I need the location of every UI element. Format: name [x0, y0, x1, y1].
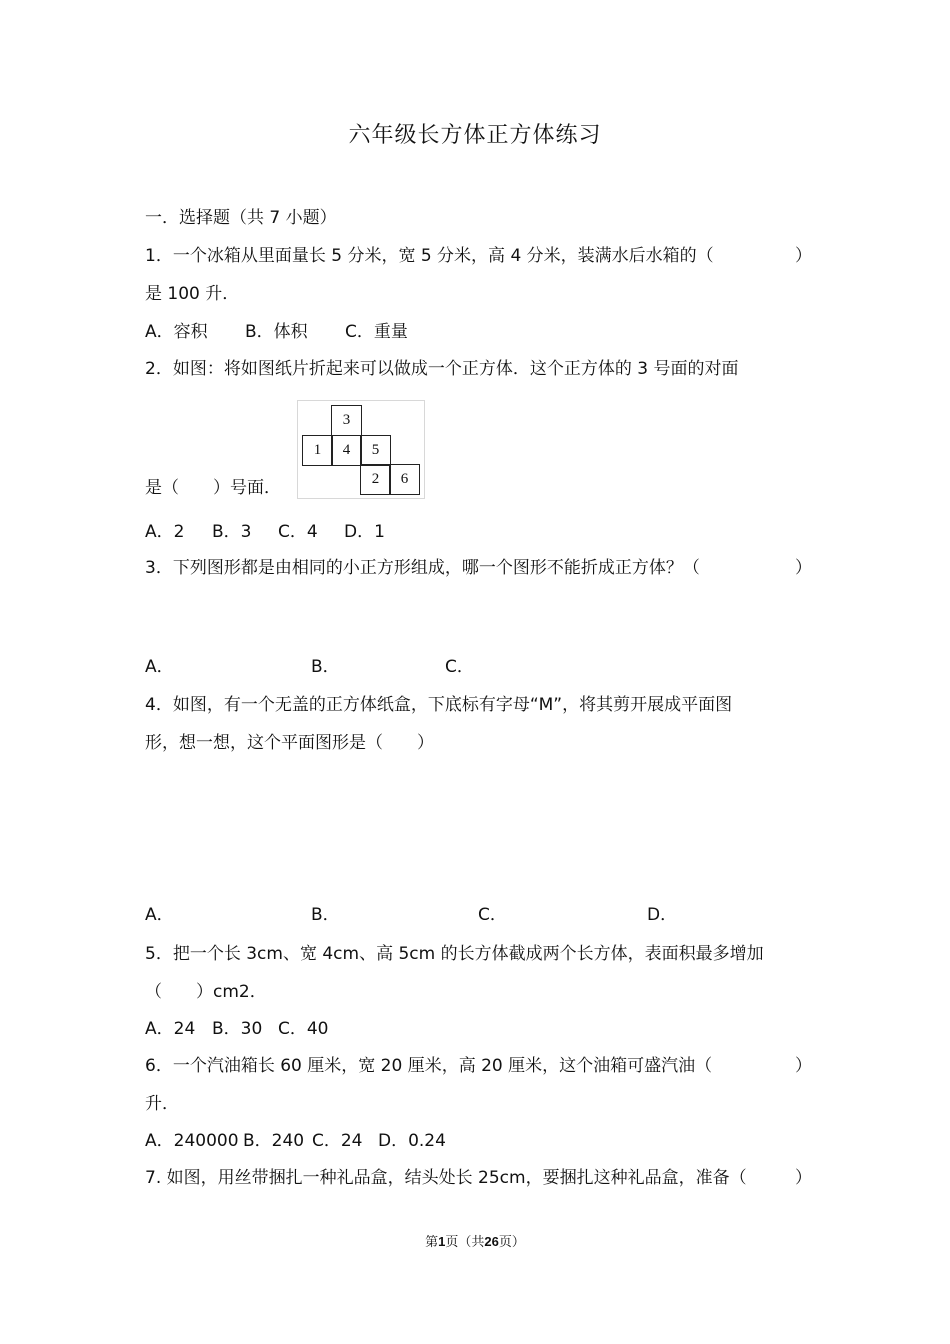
- q1-option-b: B．体积: [245, 322, 308, 342]
- q5-text-line1: 5．把一个长 3cm、宽 4cm、高 5cm 的长方体截成两个长方体，表面积最多增加: [145, 944, 764, 964]
- q4-option-c: C．: [478, 905, 507, 925]
- q6-option-a: A．240000: [145, 1131, 239, 1151]
- q6-option-d: D．0.24: [378, 1131, 446, 1151]
- net-face: 6: [389, 464, 420, 495]
- q2-option-d: D．1: [344, 522, 385, 542]
- page-footer: [0, 1231, 950, 1250]
- q4-option-a: A．: [145, 905, 174, 925]
- footer-mid: 页（共: [445, 1235, 485, 1250]
- q6-text-line2: 升．: [145, 1094, 179, 1114]
- q3-option-c: C．: [445, 657, 474, 677]
- footer-prefix: 第: [425, 1235, 439, 1250]
- q4-text-line2: 形，想一想，这个平面图形是（ ）: [145, 733, 434, 753]
- q2-option-b: B．3: [212, 522, 252, 542]
- q5-text-line2: （ ）cm2．: [145, 982, 267, 1002]
- q1-option-c: C．重量: [345, 322, 408, 342]
- q6-option-c: C．24: [312, 1131, 363, 1151]
- cube-net-figure: [297, 400, 425, 499]
- q6-paren: ）: [795, 1056, 812, 1076]
- net-face: 5: [360, 435, 391, 466]
- q1-option-a: A．容积: [145, 322, 208, 342]
- net-face: 1: [302, 435, 333, 466]
- net-face: 4: [331, 435, 362, 466]
- page-title: 六年级长方体正方体练习: [348, 123, 602, 148]
- q3-paren: ）: [795, 558, 812, 578]
- net-face: 3: [331, 405, 362, 436]
- q3-text-line1: 3．下列图形都是由相同的小正方形组成，哪一个图形不能折成正方体？（: [145, 558, 700, 578]
- q1-text-line1: 1．一个冰箱从里面量长 5 分米，宽 5 分米，高 4 分米，装满水后水箱的（: [145, 246, 714, 266]
- q4-option-b: B．: [311, 905, 340, 925]
- q5-option-c: C．40: [278, 1019, 329, 1039]
- q6-option-b: B．240: [243, 1131, 305, 1151]
- q6-text-line1: 6．一个汽油箱长 60 厘米，宽 20 厘米，高 20 厘米，这个油箱可盛汽油（: [145, 1056, 713, 1076]
- q4-option-d: D．: [647, 905, 678, 925]
- q5-option-a: A．24: [145, 1019, 196, 1039]
- q2-text-line1: 2．如图：将如图纸片折起来可以做成一个正方体．这个正方体的 3 号面的对面: [145, 359, 739, 379]
- q2-option-a: A．2: [145, 522, 185, 542]
- q7-paren: ）: [795, 1168, 812, 1188]
- q3-option-a: A．: [145, 657, 174, 677]
- net-face: 2: [360, 464, 391, 495]
- footer-total-pages: 26: [484, 1234, 499, 1249]
- q7-text-line1: 7. 如图，用丝带捆扎一种礼品盒，结头处长 25cm，要捆扎这种礼品盒，准备（: [145, 1168, 747, 1188]
- q5-option-b: B．30: [212, 1019, 263, 1039]
- section-heading: 一．选择题（共 7 小题）: [145, 208, 337, 228]
- footer-suffix: 页）: [498, 1235, 525, 1250]
- q1-text-line2: 是 100 升．: [145, 284, 240, 304]
- q2-text-line2: 是（ ）号面．: [145, 478, 281, 498]
- q1-paren: ）: [795, 246, 812, 266]
- q2-option-c: C．4: [278, 522, 318, 542]
- q3-option-b: B．: [311, 657, 340, 677]
- q4-text-line1: 4．如图，有一个无盖的正方体纸盒，下底标有字母“M”，将其剪开展成平面图: [145, 695, 733, 715]
- footer-page-number: 1: [438, 1234, 446, 1249]
